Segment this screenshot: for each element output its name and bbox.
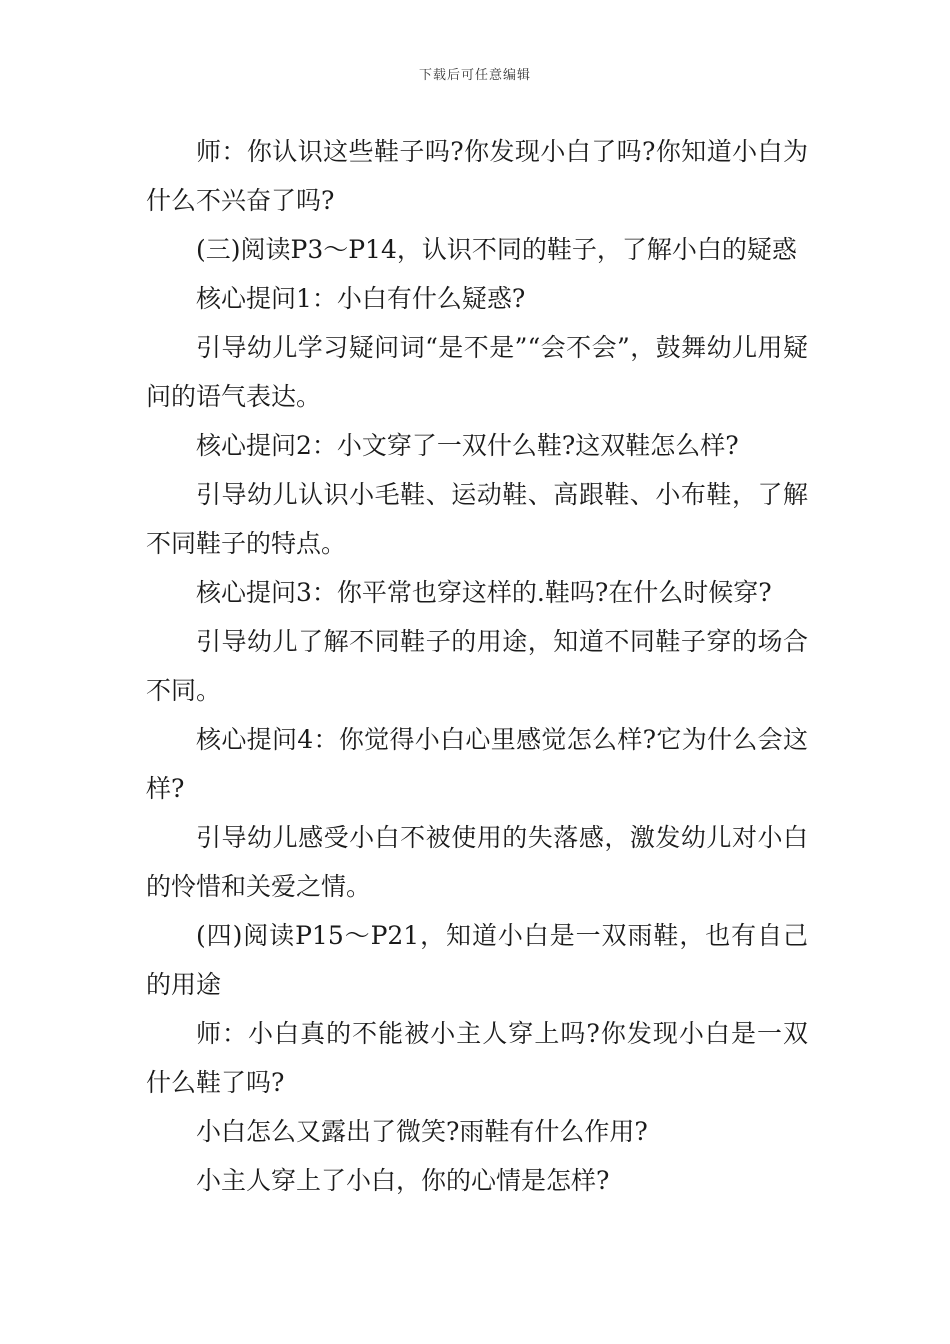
paragraph-guidance-4: 引导幼儿感受小白不被使用的失落感，激发幼儿对小白的怜惜和关爱之情。 [146,823,808,901]
paragraph-question-smile: 小白怎么又露出了微笑?雨鞋有什么作用? [196,1117,648,1146]
paragraph-core-question-4: 核心提问4：你觉得小白心里感觉怎么样?它为什么会这样? [146,725,808,803]
paragraph-guidance-1: 引导幼儿学习疑问词“是不是”“会不会”，鼓舞幼儿用疑问的语气表达。 [146,333,808,411]
paragraph-section-4-heading: (四)阅读P15～P21，知道小白是一双雨鞋，也有自己的用途 [146,921,808,999]
paragraph-guidance-3: 引导幼儿了解不同鞋子的用途，知道不同鞋子穿的场合不同。 [146,627,808,705]
paragraph-teacher-question: 师：你认识这些鞋子吗?你发现小白了吗?你知道小白为什么不兴奋了吗? [146,137,808,215]
paragraph-teacher-question-2: 师：小白真的不能被小主人穿上吗?你发现小白是一双什么鞋了吗? [146,1019,808,1097]
document-body [146,127,808,1205]
paragraph-core-question-2: 核心提问2：小文穿了一双什么鞋?这双鞋怎么样? [196,431,739,460]
paragraph-guidance-2: 引导幼儿认识小毛鞋、运动鞋、高跟鞋、小布鞋，了解不同鞋子的特点。 [146,480,808,558]
paragraph-core-question-1: 核心提问1：小白有什么疑惑? [196,284,526,313]
paragraph-core-question-3: 核心提问3：你平常也穿这样的.鞋吗?在什么时候穿? [196,578,772,607]
page-header: 下载后可任意编辑 [418,68,531,83]
paragraph-question-feeling: 小主人穿上了小白，你的心情是怎样? [196,1166,610,1195]
paragraph-section-3-heading: (三)阅读P3～P14，认识不同的鞋子，了解小白的疑惑 [196,235,797,264]
